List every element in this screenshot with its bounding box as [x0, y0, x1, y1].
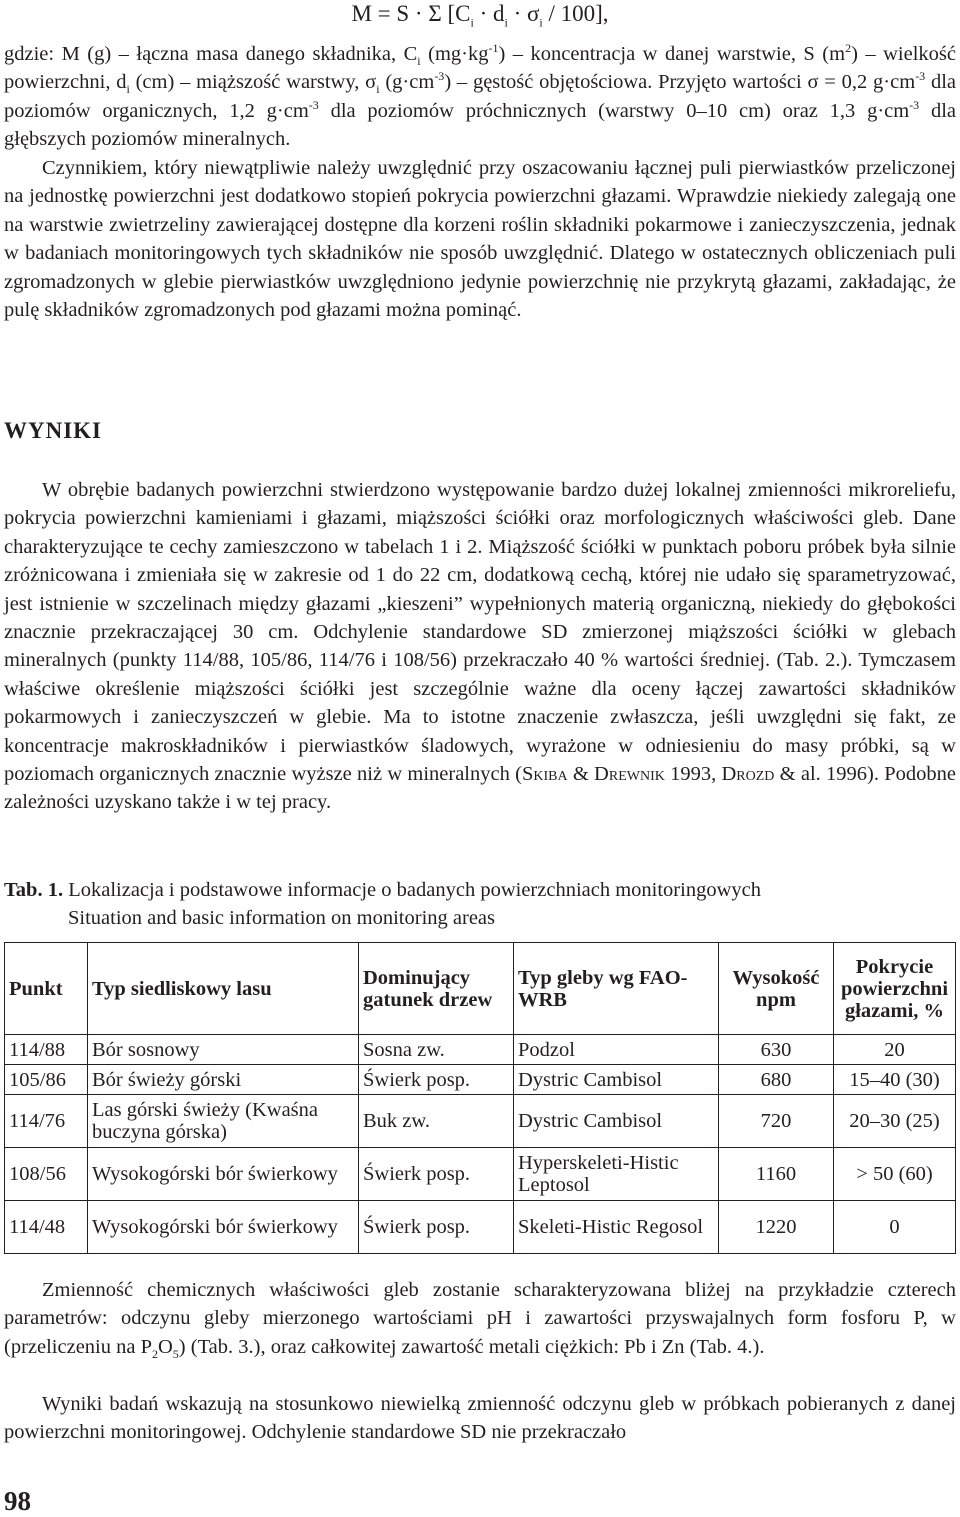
table-header-cell: Wysokość npm: [719, 943, 834, 1035]
section-heading-results: WYNIKI: [4, 418, 103, 443]
table-cell: Świerk posp.: [359, 1148, 514, 1201]
table-cell: Bór sosnowy: [88, 1035, 359, 1065]
table-header-cell: Dominujący gatunek drzew: [359, 943, 514, 1035]
mass-formula: M = S · Σ $[C_i \cdot d_i \cdot \sigma_i / 100]$,: [351, 1, 609, 30]
table-cell: Sosna zw.: [359, 1035, 514, 1065]
table-cell: Hyperskeleti-Histic Leptosol: [514, 1148, 719, 1201]
table-row: [5, 1201, 956, 1254]
table-cell: > 50 (60): [834, 1148, 956, 1201]
table-header-cell: Punkt: [5, 943, 88, 1035]
table-title-pl: Lokalizacja i podstawowe informacje o badanych powierzchniach monitoringowych: [63, 879, 761, 901]
table-row: [5, 1035, 956, 1065]
table-cell: Świerk posp.: [359, 1201, 514, 1254]
table-cell: Las górski świeży (Kwaśna buczyna górska): [88, 1095, 359, 1148]
table-row: [5, 1065, 956, 1095]
table-cell: 114/76: [5, 1095, 88, 1148]
table-cell: Dystric Cambisol: [514, 1095, 719, 1148]
results-paragraph: W obrębie badanych powierzchni stwierdzono występowanie bardzo dużej lokalnej zmienności mikroreliefu, pokrycia powierzchni kamieniami i głazami, miąższości ściółki oraz morfologicznych właściwości gleb. Dane charakteryzujące te cechy zamieszczono w tabelach 1 i 2. Miąższość ściółki w punktach poboru próbek była silnie zróżnicowana i zmieniała się w zakresie od 1 do 22 cm, dodatkową cechą, której nie udało się sparametryzować, jest istnienie w szczelinach między głazami „kieszeni” wypełnionych materią organiczną, niekiedy do głębokości znacznie przekraczającej 30 cm. Odchylenie standardowe SD zmierzonej miąższości ściółki w glebach mineralnych (punkty 114/88, 105/86, 114/76 i 108/56) przekraczało 40 % wartości średniej. (Tab. 2.). Tymczasem właściwe określenie miąższości ściółki jest szczególnie ważne dla oceny łączej zawartości składników pokarmowych i zanieczyszczeń w glebie. Ma to istotne znaczenie zwłaszcza, jeśli uwzględni się fakt, ze koncentracje makroskładników i pierwiastków śladowych, wyrażone w odniesieniu do masy próbki, są w poziomach organicznych znacznie wyższe niż w mineralnych (Skiba & Drewnik 1993, Drozd & al. 1996). Podobne zależności uzyskano także i w tej pracy.: [4, 479, 957, 814]
table-label: Tab. 1.: [4, 879, 64, 901]
table-cell: 20: [834, 1035, 956, 1065]
table-cell: Skeleti-Histic Regosol: [514, 1201, 719, 1254]
table-cell: Buk zw.: [359, 1095, 514, 1148]
table-cell: Dystric Cambisol: [514, 1065, 719, 1095]
table-cell: 20–30 (25): [834, 1095, 956, 1148]
table-cell: Wysokogórski bór świerkowy: [88, 1148, 359, 1201]
monitoring-areas-table: [4, 942, 956, 1254]
table-header-cell: Typ siedliskowy lasu: [88, 943, 359, 1035]
variables-paragraph: gdzie: M (g) – łączna masa danego składnika, $C_i$ $(mg\cdot kg^{-1})$ – koncentracja w danej warstwie, S $(m^2)$ – wielkość powierzchni, $d_i$ (cm) – miąższość warstwy, $\sigma_i$ $(g\cdot cm^{-3})$ – gęstość objętościowa. Przyjęto wartości σ = 0,2 $g\cdot cm^{-3}$ dla poziomów organicznych, 1,2 $g\cdot cm^{-3}$ dla poziomów próchnicznych (warstwy 0–10 cm) oraz 1,3 $g\cdot cm^{-3}$ dla głębszych poziomów mineralnych.: [4, 41, 957, 151]
table-cell: Bór świeży górski: [88, 1065, 359, 1095]
table-cell: Wysokogórski bór świerkowy: [88, 1201, 359, 1254]
table-cell: Świerk posp.: [359, 1065, 514, 1095]
table-cell: 114/48: [5, 1201, 88, 1254]
table-header-cell: Typ gleby wg FAO-WRB: [514, 943, 719, 1035]
table-title-en: Situation and basic information on monitoring areas: [68, 907, 495, 929]
table-cell: 1220: [719, 1201, 834, 1254]
table-cell: 114/88: [5, 1035, 88, 1065]
page-number: 98: [4, 1486, 31, 1516]
table-cell: 680: [719, 1065, 834, 1095]
table-cell: Podzol: [514, 1035, 719, 1065]
ph-variability-paragraph: Wyniki badań wskazują na stosunkowo niewielką zmienność odczynu gleb w próbkach pobieranych z danej powierzchni monitoringowej. Odchylenie standardowe SD nie przekraczało: [4, 1393, 956, 1444]
chemical-properties-paragraph: Zmienność chemicznych właściwości gleb zostanie scharakteryzowana bliżej na przykładzie czterech parametrów: odczynu gleby mierzonego wartościami pH i zawartości przyswajalnych form fosforu P, w (przeliczeniu na $P_2O_5$) (Tab. 3.), oraz całkowitej zawartość metali ciężkich: Pb i Zn (Tab. 4.).: [4, 1279, 956, 1361]
table-cell: 105/86: [5, 1065, 88, 1095]
table-cell: 15–40 (30): [834, 1065, 956, 1095]
table-cell: 630: [719, 1035, 834, 1065]
table-header-cell: Pokrycie powierzchni głazami, %: [834, 943, 956, 1035]
table-row: [5, 1095, 956, 1148]
table-cell: 720: [719, 1095, 834, 1148]
table-cell: 0: [834, 1201, 956, 1254]
table-cell: 1160: [719, 1148, 834, 1201]
table-cell: 108/56: [5, 1148, 88, 1201]
table-header-row: [5, 943, 956, 1035]
boulder-coverage-paragraph: Czynnikiem, który niewątpliwie należy uwzględnić przy oszacowaniu łącznej puli pierwiastków przeliczonej na jednostkę powierzchni jest dodatkowo stopień pokrycia powierzchni głazami. Wprawdzie niekiedy zalegają one na warstwie zwietrzeliny zawierającej dostępne dla korzeni roślin składniki pokarmowe i zanieczyszczenia, jednak w badaniach monitoringowych tych składników nie sposób uwzględnić. Dlatego w ostatecznych obliczeniach puli zgromadzonych w glebie pierwiastków uwzględniono jedynie powierzchnię nie przykrytą głazami, zakładając, że pulę składników zgromadzonych pod głazami można pominąć.: [4, 157, 956, 322]
table-caption: [4, 876, 761, 932]
table-row: [5, 1148, 956, 1201]
